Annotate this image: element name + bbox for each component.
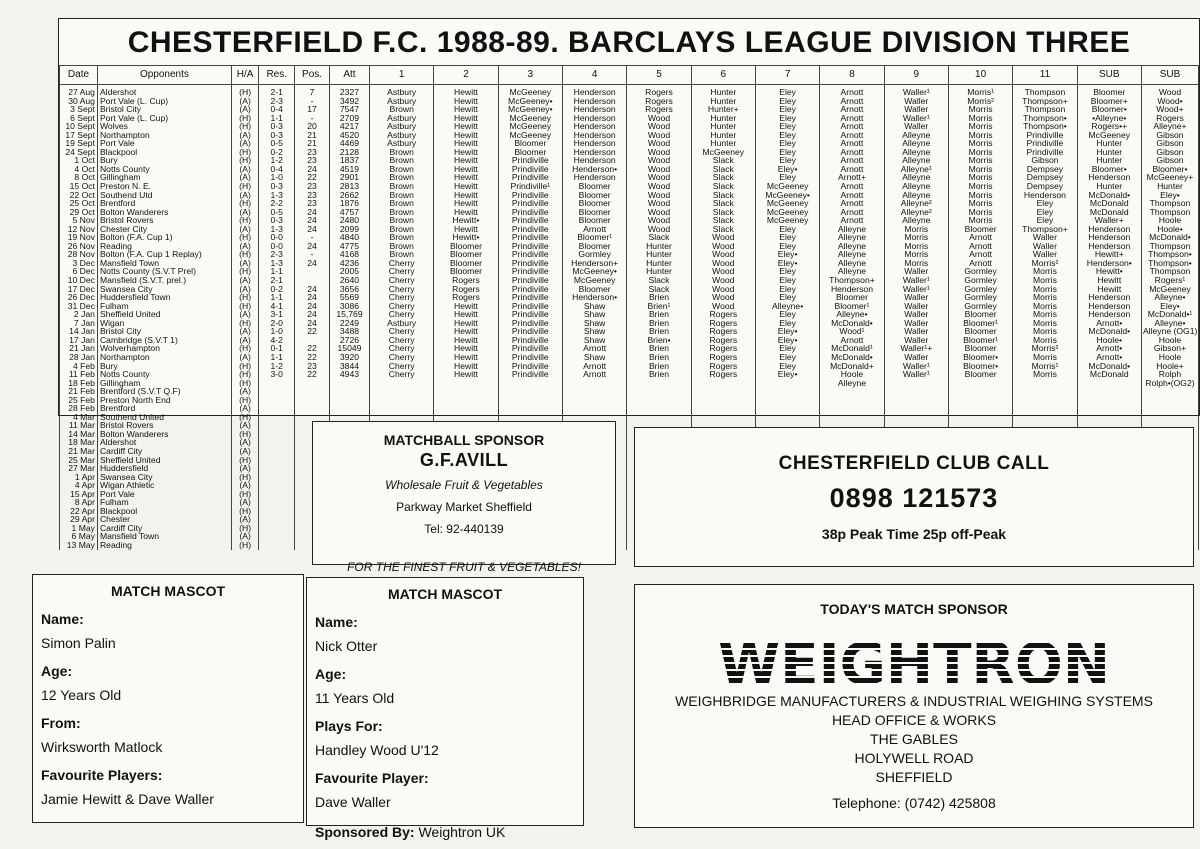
matchball-sponsor-box [312, 421, 616, 574]
club-call-number: 0898 121573 [829, 483, 999, 513]
matchball-tagline: Wholesale Fruit & Vegetables [385, 478, 543, 492]
player-column-8: Arnott Arnott Arnott Arnott Arnott Arnott Arnott Arnott Arnott Arnott Arnott+ Arnott Arnott Arnott Arnott Arnott Alleyne Alleyne Alleyne Alleyne Alleyne Alleyne Thompson+ Henderson Bloomer Bloomer¹ Alleyne• McDonald• Wood¹ Arnott McDonald¹ McDonald• McDonald+ Hoole Alleyne [820, 85, 884, 550]
club-call-box [634, 427, 1194, 567]
venue-column: (H) (A) (A) (H) (H) (A) (A) (H) (H) (A) (A) (H) (A) (H) (A) (H) (A) (H) (A) (H) (A) (H) (A) (A) (H) (H) (A) (H) (A) (A) (H) (A) (H) (H) (H) (A) (H) (A) (H) (A) (H) (A) (A) (H) (A) (H) (A) (H) (A) (H) (A) (H) (A) (H) [231, 85, 258, 550]
column-header: H/A [231, 66, 258, 85]
sponsor-description: WEIGHBRIDGE MANUFACTURERS & INDUSTRIAL WEIGHING SYSTEMS [675, 693, 1153, 709]
column-header: 9 [884, 66, 948, 85]
sponsor-address-line: HOLYWELL ROAD [854, 750, 974, 766]
weightron-logo-text: WEIGHTRON [718, 630, 1110, 691]
name-label: Name: [41, 611, 84, 627]
column-header: 3 [498, 66, 562, 85]
age-label: Age: [315, 666, 347, 682]
mascot-name: Simon Palin [41, 635, 116, 651]
column-header: 6 [691, 66, 755, 85]
matchball-telephone: Tel: 92-440139 [424, 522, 504, 536]
player-column-6: Hunter Hunter Hunter+ Hunter Hunter Hunter Hunter McGeeney Slack Slack Slack Slack Slack Slack Slack Slack Slack Wood Wood Wood Wood Wood Wood Wood Wood Wood Rogers Rogers Rogers Rogers Rogers Rogers Rogers Rogers [691, 85, 755, 550]
player-column-9: Waller¹ Waller Waller Waller¹ Waller Alleyne Alleyne Alleyne Alleyne Alleyne¹ Alleyne Alleyne Alleyne Alleyne² Alleyne² Alleyne Morris Morris Morris Morris Morris Waller Waller¹ Waller¹ Waller Waller Waller Waller Waller Waller Waller¹+ Waller Waller¹ Waller¹ [884, 85, 948, 550]
player-column-3: McGeeney McGeeney• McGeeney• McGeeney McGeeney McGeeney Bloomer Bloomer Prindiville Prindiville Prindiville Prindiville¹ Prindiville Prindiville Prindiville Prindiville Prindiville Prindiville Prindiville Prindiville Prindiville Prindiville Prindiville Prindiville Prindiville Prindiville Prindiville Prindiville Prindiville Prindiville Prindiville Prindiville Prindiville Prindiville [498, 85, 562, 550]
mascot-sponsor-line [315, 824, 583, 840]
opponents-column: Aldershot Port Vale (L. Cup) Bristol City Port Vale (L. Cup) Wolves Northampton Port Vale Blackpool Bury Notts County Gillingham Preston N. E. Southend Utd Brentford Bolton Wanderers Bristol Rovers Chester City Bolton (F.A. Cup 1) Reading Bolton (F.A. Cup 1 Replay) Mansfield Town Notts County (S.V.T Prel) Mansfield (S.V.T. prel.) Swansea City Huddersfield Town Fulham Sheffield United Wigan Bristol City Cambridge (S.V.T 1) Wolverhampton Northampton Bury Notts County Gillingham Brentford (S.V.T Q.F) Preston North End Brentford Southend United Bristol Rovers Bolton Wanderers Aldershot Cardiff City Sheffield United Huddersfield Swansea City Wigan Athletic Port Vale Fulham Blackpool Chester Cardiff City Mansfield Town Reading [97, 85, 231, 550]
weightron-logo [714, 629, 1114, 691]
name-label: Name: [315, 614, 358, 630]
favourite-players-label: Favourite Players: [41, 767, 163, 783]
column-header: 4 [562, 66, 626, 85]
matchball-slogan: FOR THE FINEST FRUIT & VEGETABLES! [347, 560, 581, 574]
todays-match-sponsor-box [634, 584, 1194, 828]
player-column-5: Rogers Rogers Rogers Wood Wood Wood Wood Wood Wood Wood Wood Wood Wood Wood Wood Wood Wood Slack Hunter Hunter Hunter Hunter Slack Slack Brien Brien¹ Brien Brien Brien Brien• Brien Brien Brien Brien [627, 85, 691, 550]
column-header: 2 [434, 66, 498, 85]
player-column-10: Morris¹ Morris² Morris Morris Morris Morris Morris Morris Morris Morris Morris Morris Morris Morris Morris Morris Bloomer Arnott Arnott Arnott Arnott Gormley Gormley Gormley Gormley Gormley Bloomer Bloomer¹ Bloomer Bloomer¹ Bloomer Bloomer• Bloomer• Bloomer [948, 85, 1012, 550]
mascot-title: MATCH MASCOT [387, 586, 503, 602]
column-header: 5 [627, 66, 691, 85]
column-header: SUB [1141, 66, 1198, 85]
date-column: 27 Aug 30 Aug 3 Sept 6 Sept 10 Sept 17 Sept 19 Sept 24 Sept 1 Oct 4 Oct 8 Oct 15 Oct 22 Oct 25 Oct 29 Oct 5 Nov 12 Nov 19 Nov 26 Nov 28 Nov 3 Dec 6 Dec 10 Dec 17 Dec 26 Dec 31 Dec 2 Jan 7 Jan 14 Jan 17 Jan 21 Jan 28 Jan 4 Feb 11 Feb 18 Feb 21 Feb 25 Feb 28 Feb 4 Mar 11 Mar 14 Mar 18 Mar 21 Mar 25 Mar 27 Mar 1 Apr 4 Apr 15 Apr 8 Apr 22 Apr 29 Apr 1 May 6 May 13 May [60, 85, 98, 550]
favourite-player-label: Favourite Player: [315, 770, 429, 786]
sponsor-address-line: THE GABLES [870, 731, 958, 747]
todays-sponsor-title: TODAY'S MATCH SPONSOR [820, 601, 1008, 617]
club-call-rates: 38p Peak Time 25p off-Peak [821, 526, 1007, 542]
player-column-11: Thompson Thompson+ Thompson Thompson• Thompson• Prindiville Prindiville Prindiville Gibson Dempsey Dempsey Dempsey Henderson Eley Eley Eley Thompson+ Waller Waller Waller Morris² Morris Morris Morris Morris Morris Morris Morris Morris Morris Morris² Morris Morris¹ Morris [1013, 85, 1077, 550]
result-column: 2-1 2-3 0-4 1-1 0-3 0-3 0-5 0-2 1-2 0-4 1-0 0-3 1-3 2-2 0-5 0-3 1-3 0-0 0-0 2-3 1-3 1-1 2-1 0-2 1-1 4-1 3-1 2-0 1-0 4-2 0-1 1-1 1-2 3-0 [259, 85, 295, 550]
mascot-age: 12 Years Old [41, 687, 122, 703]
mascot-favourite-player: Dave Waller [315, 794, 391, 810]
column-header: SUB [1077, 66, 1141, 85]
column-header: Res. [259, 66, 295, 85]
page-title: CHESTERFIELD F.C. 1988-89. BARCLAYS LEAGUE DIVISION THREE [127, 26, 1131, 59]
player-column-2: Hewitt Hewitt Hewitt Hewitt Hewitt Hewitt Hewitt Hewitt Hewitt Hewitt Hewitt Hewitt Hewitt Hewitt Hewitt Hewitt• Hewitt Hewitt• Bloomer Bloomer Bloomer Bloomer Rogers Rogers Rogers Hewitt Hewitt Hewitt Hewitt Hewitt Hewitt Hewitt Hewitt Hewitt [434, 85, 498, 550]
matchball-address: Parkway Market Sheffield [396, 500, 532, 514]
sponsored-by-label: Sponsored By: [315, 824, 415, 840]
column-header: 8 [820, 66, 884, 85]
column-header: Pos. [295, 66, 330, 85]
age-label: Age: [41, 663, 73, 679]
player-column-1: Astbury Astbury Brown Astbury Astbury Astbury Astbury Brown Brown Brown Brown Brown Brown Brown Brown Brown Brown Brown Brown Brown Cherry Cherry Cherry Cherry Cherry Cherry Cherry Astbury Cherry Cherry Cherry Cherry Cherry Cherry [370, 85, 434, 550]
sponsor-address-line: HEAD OFFICE & WORKS [831, 712, 997, 728]
mascot-title: MATCH MASCOT [110, 583, 226, 599]
match-mascot-box-1 [32, 574, 304, 823]
player-column-7: Eley Eley Eley Eley Eley Eley Eley Eley Eley Eley• Eley McGeeney McGeeney• McGeeney McGeeney McGeeney Eley Eley Eley Eley• Eley• Eley Eley Eley Eley Alleyne• Eley Eley Eley• Eley• Eley Eley Eley Eley• [755, 85, 819, 550]
mascot-age: 11 Years Old [315, 690, 395, 706]
sub-column-2: Wood Wood• Wood+ Rogers Alleyne+ Gibson Gibson Gibson Gibson Bloomer• McGeeney+ Hunter Eley• Thompson Thompson Hoole Hoole• McDonald• Thompson Thompson• Thompson• Thompson Rogers¹ McGeeney Alleyne• Eley• McDonald•¹ Alleyne• Alleyne (OG1) Hoole Gibson+ Hoole Hoole+ Rolph Rolph•(OG2) [1141, 85, 1198, 550]
plays-for-label: Plays For: [315, 718, 383, 734]
sub-column-1: Bloomer Bloomer+ Bloomer• •Alleyne• Rogers•+ McGeeney Hunter Hunter Hunter Bloomer• Henderson Hunter McDonald• McDonald McDonald Waller+ Henderson Henderson Henderson Hewitt+ Henderson• Hewitt• Hewitt Hewitt Henderson Henderson Henderson Arnott• McDonald• Hoole• Arnott• Arnott• McDonald• McDonald [1077, 85, 1141, 550]
from-label: From: [41, 715, 81, 731]
table-header-row [60, 66, 1199, 85]
position-column: 7 - 17 - 20 21 21 23 23 24 22 23 23 23 24 24 24 - 24 - 24 24 24 24 24 24 22 22 22 23 22 [295, 85, 330, 550]
mascot-plays-for: Handley Wood U'12 [315, 742, 439, 758]
column-header: 7 [755, 66, 819, 85]
matchball-title: MATCHBALL SPONSOR [383, 432, 545, 448]
column-header: 10 [948, 66, 1012, 85]
mascot-favourite-players: Jamie Hewitt & Dave Waller [41, 791, 214, 807]
column-header: Date [60, 66, 98, 85]
column-header: Opponents [97, 66, 231, 85]
attendance-column: 2327 3492 7547 2709 4217 4520 4469 2128 1837 4519 2901 2813 2662 1876 4757 2480 2099 4840 4775 4168 4236 2005 2640 3656 5569 3086 15,769 2249 3488 2726 15049 3920 3844 4943 [329, 85, 369, 550]
club-call-title: CHESTERFIELD CLUB CALL [778, 453, 1050, 474]
player-column-4: Henderson Henderson Henderson Henderson Henderson Henderson Henderson Henderson Henderson Henderson• Henderson Bloomer Bloomer Bloomer Bloomer Bloomer Arnott Bloomer¹ Bloomer Gormley Henderson+ McGeeney• McGeeney Bloomer Henderson• Shaw Shaw Shaw Shaw Shaw Arnott Shaw Arnott Arnott [562, 85, 626, 550]
mascot-from: Wirksworth Matlock [41, 739, 163, 755]
matchball-sponsor-name: G.F.AVILL [419, 450, 509, 470]
mascot-name: Nick Otter [315, 638, 378, 654]
sponsor-telephone: Telephone: (0742) 425808 [832, 795, 996, 811]
sponsor-address-line: SHEFFIELD [875, 769, 953, 785]
column-header: 11 [1013, 66, 1077, 85]
column-header: 1 [370, 66, 434, 85]
match-mascot-box-2 [306, 577, 584, 840]
column-header: Att [329, 66, 369, 85]
mascot-sponsor: Weightron UK [418, 824, 506, 840]
